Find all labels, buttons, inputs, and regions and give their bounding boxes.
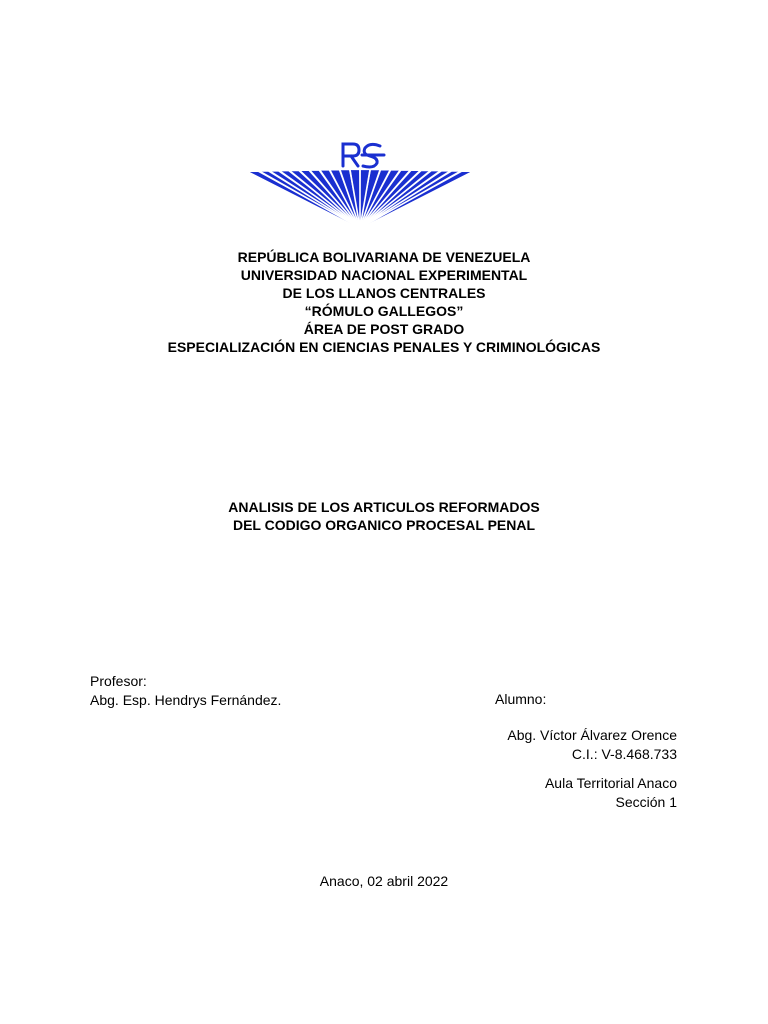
student-label: Alumno: — [495, 691, 547, 707]
institution-header — [0, 248, 768, 356]
professor-name: Abg. Esp. Hendrys Fernández. — [90, 692, 282, 708]
document-date: Anaco, 02 abril 2022 — [319, 873, 449, 889]
university-emblem-icon — [250, 136, 470, 232]
header-line: UNIVERSIDAD NACIONAL EXPERIMENTAL — [240, 267, 528, 283]
header-line: “RÓMULO GALLEGOS” — [304, 303, 464, 319]
header-line: REPÚBLICA BOLIVARIANA DE VENEZUELA — [237, 249, 531, 265]
header-line: ESPECIALIZACIÓN EN CIENCIAS PENALES Y CRIMINOLÓGICAS — [167, 339, 601, 355]
header-line: ÁREA DE POST GRADO — [303, 321, 465, 337]
professor-block — [90, 672, 281, 710]
student-section: Sección 1 — [615, 794, 677, 810]
header-line: DE LOS LLANOS CENTRALES — [282, 285, 486, 301]
professor-label: Profesor: — [90, 673, 147, 689]
location-block — [545, 774, 677, 812]
title-line: DEL CODIGO ORGANICO PROCESAL PENAL — [232, 517, 536, 533]
title-line: ANALISIS DE LOS ARTICULOS REFORMADOS — [228, 499, 540, 515]
student-block — [507, 726, 677, 764]
student-id: C.I.: V-8.468.733 — [571, 746, 677, 762]
document-title — [0, 498, 768, 534]
student-name: Abg. Víctor Álvarez Orence — [507, 727, 677, 743]
student-location: Aula Territorial Anaco — [544, 775, 677, 791]
